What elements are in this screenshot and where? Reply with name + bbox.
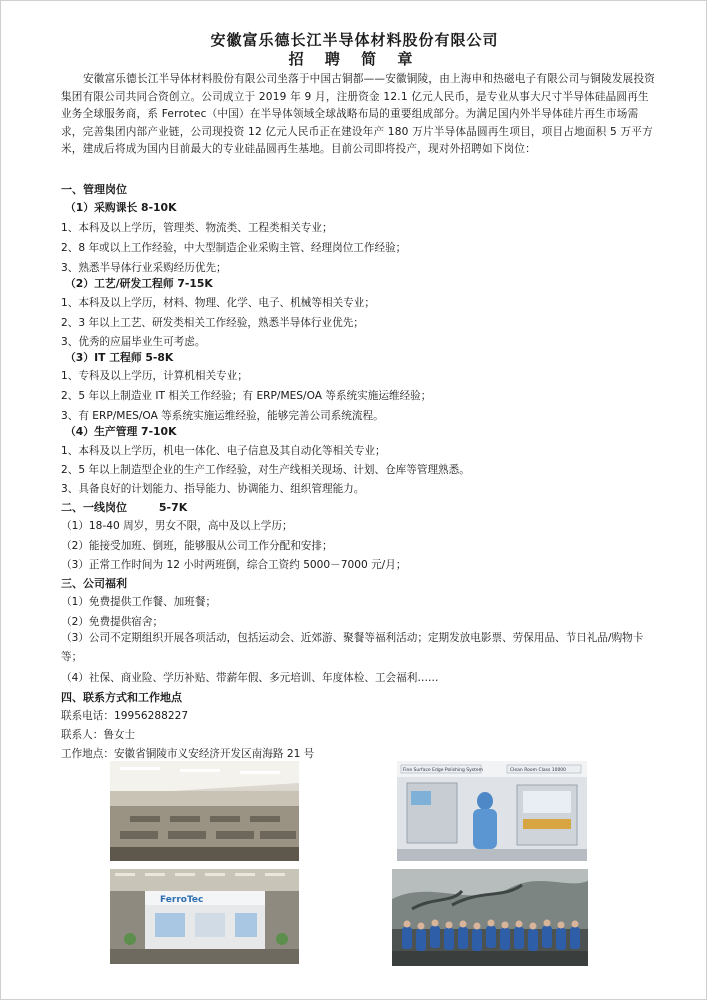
frontline-req: （1）18-40 周岁，男女不限，高中及以上学历； (61, 520, 293, 532)
frontline-req: （2）能接受加班、倒班，能够服从公司工作分配和安排； (61, 540, 333, 552)
contact-phone: 联系电话：19956288227 (61, 710, 189, 722)
job-req: 1、本科及以上学历，机电一体化、电子信息及其自动化等相关专业； (61, 445, 386, 457)
job-title-process-engineer: （2）工艺/研发工程师 7-15K (65, 277, 213, 290)
job-title-it-engineer: （3）IT 工程师 5-8K (65, 351, 174, 364)
job-req: 1、专科及以上学历，计算机相关专业； (61, 370, 248, 382)
job-title-production-mgmt: （4）生产管理 7-10K (65, 425, 177, 438)
section-frontline-salary: 5-7K (158, 501, 188, 514)
sign-left: Fine Surface Edge Polishing System (403, 768, 484, 773)
benefit-item: （4）社保、商业险、学历补贴、带薪年假、多元培训、年度体检、工会福利…… (61, 672, 439, 684)
section-frontline-label: 二、一线岗位 (61, 501, 127, 514)
photo-team-outing (392, 869, 588, 966)
document-title: 招 聘 简 章 (288, 50, 421, 68)
job-title-purchasing: （1）采购课长 8-10K (65, 201, 177, 214)
job-req: 2、5 年以上制造业 IT 相关工作经验；有 ERP/MES/OA 等系统实施运维经验； (61, 390, 432, 402)
job-req: 1、本科及以上学历，管理类、物流类、工程类相关专业； (61, 222, 333, 234)
job-req: 3、优秀的应届毕业生可考虑。 (61, 336, 206, 348)
section-management: 一、管理岗位 (61, 183, 127, 196)
benefit-item: （3）公司不定期组织开展各项活动，包括运动会、近郊游、聚餐等福利活动；定期发放电影票、劳保用品、节日礼品/购物卡等； (61, 632, 644, 663)
job-req: 3、熟悉半导体行业采购经历优先； (61, 262, 227, 274)
sign-right: Clean Room Class 10000 (510, 768, 567, 773)
photo-exhibition-booth (110, 869, 299, 964)
company-title: 安徽富乐德长江半导体材料股份有限公司 (210, 31, 499, 49)
job-req: 1、本科及以上学历，材料、物理、化学、电子、机械等相关专业； (61, 297, 375, 309)
job-req: 2、5 年以上制造型企业的生产工作经验，对生产线相关现场、计划、仓库等管理熟悉。 (61, 464, 470, 476)
contact-address: 工作地点：安徽省铜陵市义安经济开发区南海路 21 号 (61, 748, 315, 760)
section-contact: 四、联系方式和工作地点 (61, 691, 182, 704)
section-frontline (61, 499, 187, 515)
photo-clean-room (397, 761, 587, 861)
company-intro: 安徽富乐德长江半导体材料股份有限公司坐落于中国古铜都——安徽铜陵，由上海申和热磁电子有限公司与铜陵发展投资集团有限公司共同合资创立。公司成立于 2019 年 9 月，注册资金 12.1 亿元人民币，是专业从事大尺寸半导体硅晶圆再生业务全球服务商，系 Ferrotec（中国）在半导体领域全球战略布局的重要组成部分。为满足国内外半导体硅片再生市场需求，完善集团内部产业链，公司现投资 12 亿元人民币正在建设年产 180 万片半导体晶圆再生项目，项目占地面积 5 万平方米，建成后将成为国内目前最大的专业硅晶圆再生基地。目前公司即将投产，现对外招聘如下岗位： (61, 73, 656, 155)
contact-person: 联系人：鲁女士 (61, 729, 136, 741)
job-req: 2、8 年或以上工作经验，中大型制造企业采购主管、经理岗位工作经验； (61, 242, 407, 254)
job-req: 3、具备良好的计划能力、指导能力、协调能力、组织管理能力。 (61, 483, 365, 495)
benefit-item: （2）免费提供宿舍； (61, 616, 164, 628)
booth-logo: FerroTec (160, 895, 204, 905)
section-benefits: 三、公司福利 (61, 577, 127, 590)
job-req: 2、3 年以上工艺、研发类相关工作经验，熟悉半导体行业优先； (61, 317, 364, 329)
frontline-req: （3）正常工作时间为 12 小时两班倒，综合工资约 5000－7000 元/月； (61, 559, 407, 571)
job-req: 3、有 ERP/MES/OA 等系统实施运维经验，能够完善公司系统流程。 (61, 410, 384, 422)
benefit-item: （1）免费提供工作餐、加班餐； (61, 596, 217, 608)
photo-office (110, 761, 299, 861)
